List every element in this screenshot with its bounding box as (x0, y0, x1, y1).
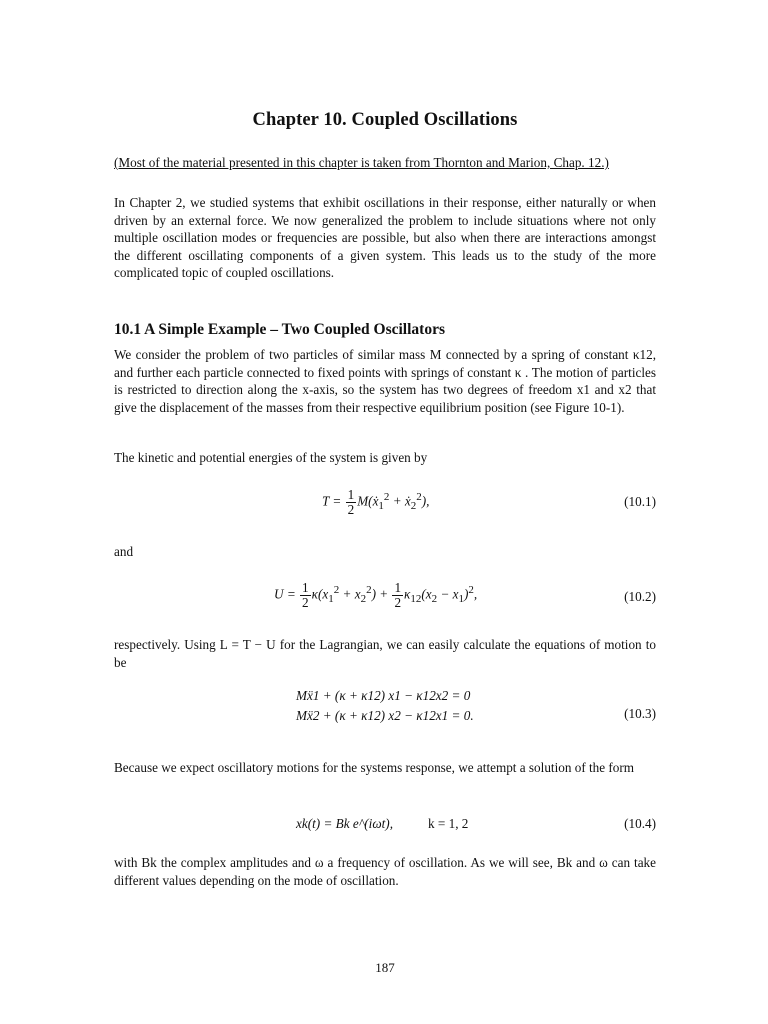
section-heading: 10.1 A Simple Example – Two Coupled Oscillators (114, 321, 445, 338)
equation-number: (10.2) (624, 589, 656, 604)
source-note: (Most of the material presented in this chapter is taken from Thornton and Marion, Chap. 12.) (114, 155, 609, 170)
energies-intro: The kinetic and potential energies of the system is given by (114, 450, 428, 465)
equation-number: (10.4) (624, 816, 656, 831)
chapter-title: Chapter 10. Coupled Oscillations (252, 110, 518, 130)
equation-number: (10.1) (624, 494, 656, 509)
trial-solution: xk(t) = Bk e^(iωt), (296, 816, 393, 831)
oscillatory-text: Because we expect oscillatory motions for the systems response, we attempt a solution of the form (114, 760, 635, 775)
equation-of-motion-2: Mẍ2 + (κ + κ12) x2 − κ12x1 = 0. (296, 708, 474, 723)
equation-of-motion-1: Mẍ1 + (κ + κ12) x1 − κ12x2 = 0 (296, 688, 471, 703)
equation-number: (10.3) (624, 706, 656, 721)
equation-10-4 (114, 816, 656, 846)
equation-10-2 (114, 581, 656, 611)
amplitudes-text: with Bk the complex amplitudes and ω a frequency of oscillation. As we will see, Bk and ω can take different values depending on the mode of oscillation. (114, 855, 656, 888)
page-number: 187 (375, 960, 395, 975)
index-range: k = 1, 2 (428, 816, 469, 831)
lagrangian-text: respectively. Using L = T − U for the Lagrangian, we can easily calculate the equations of motion to be (114, 637, 656, 670)
equation-10-3 (114, 688, 656, 736)
kinetic-energy-formula: T = $\frac{1}{2}$ M(ẋ$_1^2$ + ẋ$_2^2$), (322, 487, 430, 517)
intro-paragraph: In Chapter 2, we studied systems that exhibit oscillations in their response, either naturally or when driven by an external force. We now generalized the problem to include situations where not only multiple oscillation modes or frequencies are possible, but also when there are interactions amongst the different oscillating components of a given system. This leads us to the study of the more complicated topic of coupled oscillations. (114, 195, 656, 280)
potential-energy-formula: U = $\frac{1}{2}$ $\kappa(x_1^2 + x_2^2)$ + $\frac{1}{2}$ $\kappa_{12}(x_2 - x_1)^2$, (274, 580, 478, 610)
section-paragraph: We consider the problem of two particles of similar mass M connected by a spring of constant κ12, and further each particle connected to fixed points with springs of constant κ . The motion of particles is restricted to direction along the x-axis, so the system has two degrees of freedom x1 and x2 that give the displacement of the masses from their respective equilibrium position (see Figure 10-1). (114, 347, 656, 415)
equation-10-1 (114, 488, 656, 518)
and-word: and (114, 544, 134, 559)
